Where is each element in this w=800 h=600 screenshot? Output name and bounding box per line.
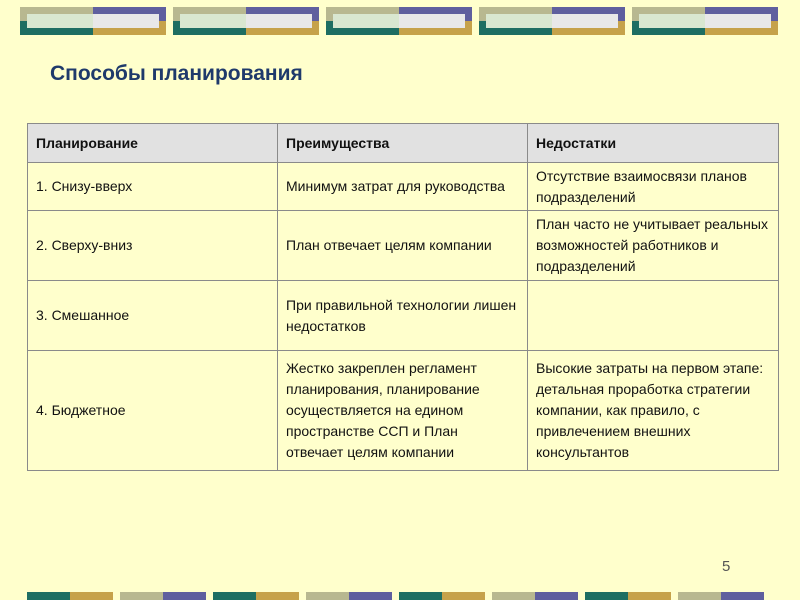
cell-method: 4. Бюджетное [28,351,278,471]
table-row [28,163,779,211]
table-header-row [28,124,779,163]
cell-advantages: При правильной технологии лишен недостатков [278,281,528,351]
cell-disadvantages: Отсутствие взаимосвязи планов подразделений [528,163,779,211]
slide-title: Способы планирования [50,62,303,85]
header-planning: Планирование [28,124,278,163]
cell-disadvantages: Высокие затраты на первом этапе: детальная проработка стратегии компании, как правило, с привлечением внешних консультантов [528,351,779,471]
cell-disadvantages [528,281,779,351]
decor-tile [632,7,778,35]
cell-method: 1. Снизу-вверх [28,163,278,211]
cell-advantages: Жестко закреплен регламент планирования, планирование осуществляется на едином пространстве ССП и План отвечает целям компании [278,351,528,471]
cell-method: 3. Смешанное [28,281,278,351]
page-number: 5 [722,558,731,575]
decor-tile [479,7,625,35]
cell-disadvantages: План часто не учитывает реальных возможностей работников и подразделений [528,211,779,281]
decor-tile [326,7,472,35]
table-row [28,351,779,471]
decor-tile [173,7,319,35]
top-decoration [0,0,800,42]
header-disadvantages: Недостатки [528,124,779,163]
cell-advantages: Минимум затрат для руководства [278,163,528,211]
cell-advantages: План отвечает целям компании [278,211,528,281]
decor-tile [20,7,166,35]
bottom-decoration [0,592,800,600]
cell-method: 2. Сверху-вниз [28,211,278,281]
table-row [28,281,779,351]
header-advantages: Преимущества [278,124,528,163]
table-row [28,211,779,281]
planning-methods-table [27,123,779,471]
